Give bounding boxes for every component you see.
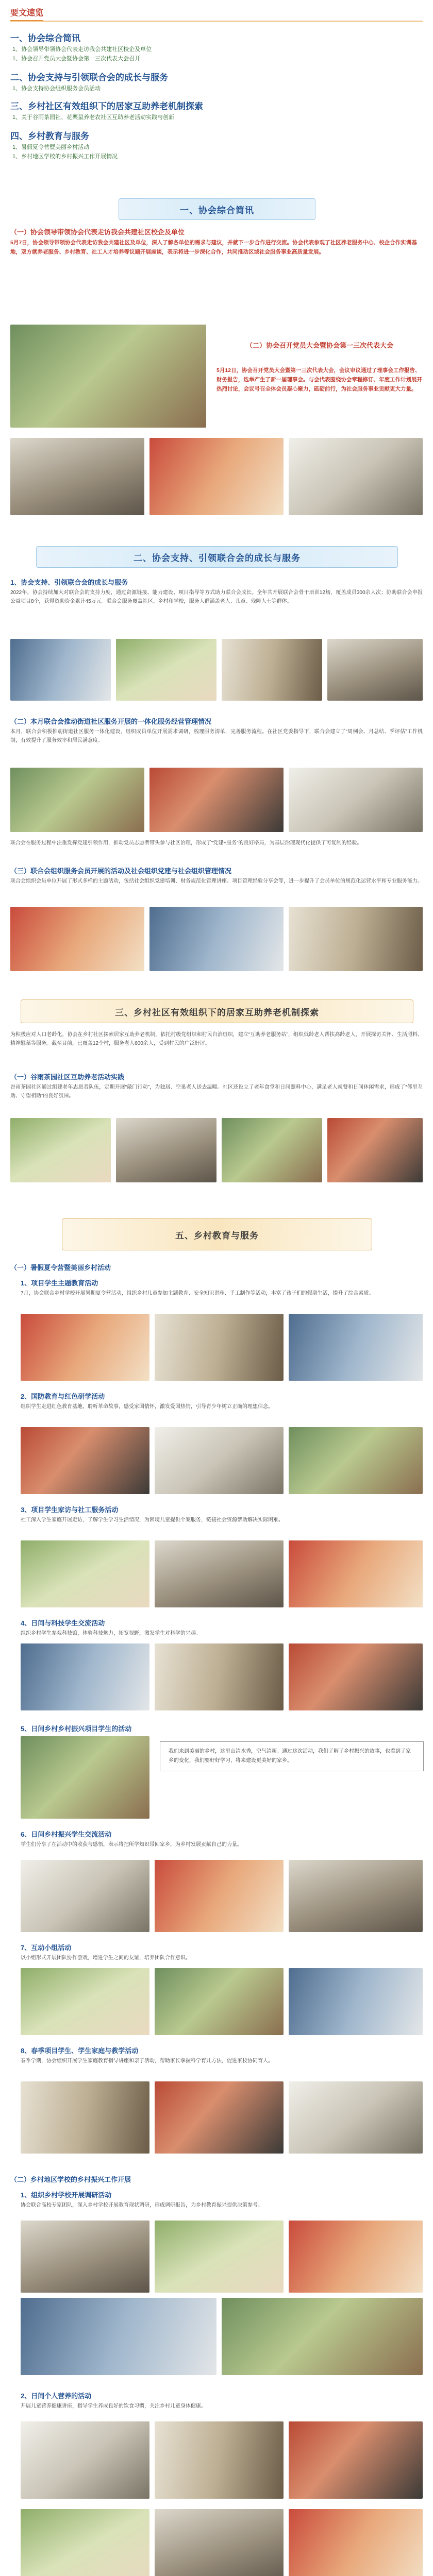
item-title: 4、日间与科技学生交流活动 [21,1619,105,1627]
paragraph: 5月12日，协会召开党员大会暨第一三次代表大会，会议审议通过了理事会工作报告、财务报告，选举产生了新一届理事会。与会代表围绕协会章程修订、年度工作计划展开热烈讨论，会议号召全体会员凝心聚力，砥砺前行，为社会服务事业贡献更大力量。 [216,367,422,392]
toc-item[interactable]: 1、 协会领导带领协会代表走访我会共建社区校企及单位 [12,45,152,54]
event-photo [10,325,206,428]
event-photo [21,2081,149,2154]
item-title: 6、日间乡村振兴学生交流活动 [21,1831,112,1838]
event-photo [10,1118,111,1182]
event-photo [21,1860,149,1932]
toc-item[interactable]: 1、 暑假夏令营暨美丽乡村活动 [12,143,89,152]
event-photo [21,1968,149,2035]
toc-heading-4[interactable]: 四、乡村教育与服务 [10,131,89,141]
paragraph: 春季学期，协会组织开展学生家庭教育指导讲座和亲子活动，帮助家长掌握科学育儿方法，促进家校协同育人。 [21,2058,273,2064]
event-photo [289,1643,423,1710]
subsection-title: （一）谷雨茶园社区互助养老活动实践 [10,1073,125,1081]
event-photo [289,1314,423,1381]
event-photo [116,639,216,701]
event-photo [21,2298,216,2375]
section-title: 三、乡村社区有效组织下的居家互助养老机制探索 [115,1007,319,1018]
event-photo [149,907,284,971]
event-photo [289,2421,423,2499]
event-photo [155,1968,284,2035]
subsection-title: （二）乡村地区学校的乡村振兴工作开展 [10,2176,131,2183]
event-photo [155,1540,284,1607]
page-title: 要文速览 [10,6,43,21]
item-title: 1、组织乡村学校开展调研活动 [21,2191,112,2199]
paragraph: 为积极应对人口老龄化，协会在乡村社区探索居家互助养老机制，依托村级党组织和村民自治组织，建立“互助养老服务站”，组织低龄老人帮扶高龄老人，开展探访关怀、生活照料、精神慰藉等服务。截至目前，已覆盖12个村，服务老人600余人，受到村民的广泛好评。 [10,1032,423,1046]
event-photo [289,1540,423,1607]
item-title: 3、项目学生家访与社工服务活动 [21,1506,119,1514]
event-photo [21,1540,149,1607]
event-photo [222,1118,322,1182]
event-photo [155,1427,284,1494]
event-photo [21,2509,149,2576]
paragraph: 联合会组织会员单位开展了形式多样的主题活动，包括社会组织党建培训、财务规范化管理讲座、项目管理经验分享会等，进一步提升了会员单位的规范化运营水平和专业服务能力。 [10,878,423,884]
subsection-title: （一）协会领导带领协会代表走访我会共建社区校企及单位 [10,228,185,236]
event-photo [10,768,144,832]
event-photo [155,1860,284,1932]
event-photo [289,1968,423,2035]
section-banner-3 [21,999,413,1023]
paragraph: 谷雨茶园社区通过组建老年志愿者队伍，定期开展“敲门行动”，为独居、空巢老人送去温暖。社区还设立了老年食堂和日间照料中心，满足老人就餐和日间休闲需求，形成了“邻里互助、守望相助”的良好氛围。 [10,1084,423,1099]
paragraph: 社工深入学生家庭开展走访，了解学生学习生活情况，为困境儿童提供个案服务，链接社会资源帮助解决实际困难。 [21,1517,284,1523]
item-title: 2、日间个人营养的活动 [21,2392,92,2400]
subsection-title: （二）协会召开党员大会暨协会第一三次代表大会 [245,342,393,349]
item-title: 7、互动小组活动 [21,1944,72,1952]
toc-heading-3[interactable]: 三、乡村社区有效组织下的居家互助养老机制探索 [10,101,203,111]
event-photo [155,2221,284,2293]
toc-heading-1[interactable]: 一、协会综合简讯 [10,33,80,43]
event-photo [155,2421,284,2499]
student-quote-box: 我们来到美丽的乡村，这里山清水秀，空气清新。通过这次活动，我们了解了乡村振兴的故事，也看到了家乡的变化，我们要好好学习，将来建设更美好的家乡。 [160,1741,424,1771]
paragraph: 以小组形式开展团队协作游戏，增进学生之间的友谊，培养团队合作意识。 [21,1955,191,1961]
section-banner-1 [119,198,315,220]
event-photo [222,639,322,701]
section-title: 五、乡村教育与服务 [175,1230,259,1241]
paragraph: 7月，协会联合乡村学校开展暑期夏令营活动，组织乡村儿童参加主题教育、安全知识讲座、手工制作等活动，丰富了孩子们的假期生活，提升了综合素质。 [21,1291,374,1296]
event-photo [21,2421,149,2499]
section-title: 二、协会支持、引领联合会的成长与服务 [134,553,301,564]
subsection-title: 1、协会支持、引领联合会的成长与服务 [10,579,128,586]
toc-heading-2[interactable]: 二、协会支持与引领联合会的成长与服务 [10,73,168,82]
paragraph: 学生们分享了在活动中的收获与感悟，表示将把所学知识带回家乡，为乡村发展贡献自己的力量。 [21,1842,242,1848]
event-photo [21,1427,149,1494]
item-title: 8、春季项目学生、学生家庭与教学活动 [21,2047,139,2055]
event-photo [289,2221,423,2293]
event-photo [21,1314,149,1381]
event-photo [149,438,284,515]
event-photo [327,1118,423,1182]
event-photo [289,438,423,515]
section-banner-2 [36,546,398,568]
event-photo [149,768,284,832]
event-photo [289,2509,423,2576]
event-photo [10,639,111,701]
event-photo [222,2298,423,2375]
paragraph: 开展儿童营养健康讲座，指导学生养成良好的饮食习惯，关注乡村儿童身体健康。 [21,2403,206,2409]
item-title: 1、项目学生主题教育活动 [21,1279,98,1287]
paragraph: 协会联合高校专家团队，深入乡村学校开展教育现状调研，形成调研报告，为乡村教育振兴提供决策参考。 [21,2202,263,2208]
event-photo [155,1643,284,1710]
subsection-title: （三）联合会组织服务会员开展的活动及社会组织党建与社会组织管理情况 [10,867,232,875]
event-photo [21,1736,149,1819]
event-photo [289,1860,423,1932]
event-photo [21,2221,149,2293]
toc-item[interactable]: 1、 关于谷雨茶园社、花栗鼠养老农社区互助养老活动实践与创新 [12,113,174,122]
event-photo [155,2081,284,2154]
event-photo [289,768,423,832]
paragraph: 组织乡村学生参观科技馆，体验科技魅力，拓宽视野，激发学生对科学的兴趣。 [21,1631,201,1636]
event-photo [155,2509,284,2576]
section-title: 一、协会综合简讯 [180,205,254,216]
event-photo [21,1643,149,1710]
page-header [10,6,423,22]
event-photo [327,639,423,701]
toc-item[interactable]: 1、 协会支持协会组织服务会员活动 [12,84,101,93]
event-photo [289,2081,423,2154]
event-photo [10,907,144,971]
paragraph: 本月，联合会积极推动街道社区服务一体化建设，组织成员单位开展需求调研，梳理服务清单，完善服务流程。在社区党委指导下，联合会建立了“周例会、月总结、季评估”工作机制，有效提升了服务效率和居民满意度。 [10,729,423,743]
header-divider [10,21,423,22]
toc-item[interactable]: 1、 乡村地区学校的乡村振兴工作开展情况 [12,152,118,161]
paragraph: 2022年，协会持续加大对联合会的支持力度，通过资源链接、能力建设、项目指导等方式助力联合会成长。全年共开展联合会骨干培训12场，覆盖成员300余人次；协助联合会申报公益项目8个，获得资助资金累计45万元。联合会服务覆盖社区、乡村和学校，服务人群涵盖老人、儿童、残障人士等群体。 [10,590,423,604]
event-photo [10,438,144,515]
event-photo [155,1314,284,1381]
subsection-title: （二）本月联合会推动街道社区服务开展的一体化服务经营管理情况 [10,718,212,725]
section-banner-4 [62,1218,372,1250]
toc-item[interactable]: 1、 协会召开党员大会暨协会第一三次代表大会召开 [12,55,140,63]
event-photo [116,1118,216,1182]
paragraph: 组织学生走进红色教育基地，聆听革命故事，感受家国情怀，激发爱国热情，引导青少年树立正确的理想信念。 [21,1404,273,1410]
subsection-title: （一）暑假夏令营暨美丽乡村活动 [10,1264,111,1272]
item-title: 2、国防教育与红色研学活动 [21,1393,105,1400]
event-photo [289,1427,423,1494]
item-title: 5、日间乡村乡村振兴项目学生的活动 [21,1725,132,1733]
paragraph: 联合会在服务过程中注重发挥党建引领作用，推动党员志愿者带头参与社区治理，形成了“党建+服务”的良好格局，为基层治理现代化提供了可复制的经验。 [10,840,362,846]
paragraph: 5月7日，协会领导带领协会代表走访我会共建社区及单位，深入了解各单位的需求与建议，并就下一步合作进行交流。协会代表参观了社区养老服务中心、校企合作实训基地，双方就养老服务、乡村教育、社工人才培养等议题开展座谈，表示将进一步深化合作，共同推动区域社会服务事业高质量发展。 [10,240,417,255]
event-photo [289,907,423,971]
